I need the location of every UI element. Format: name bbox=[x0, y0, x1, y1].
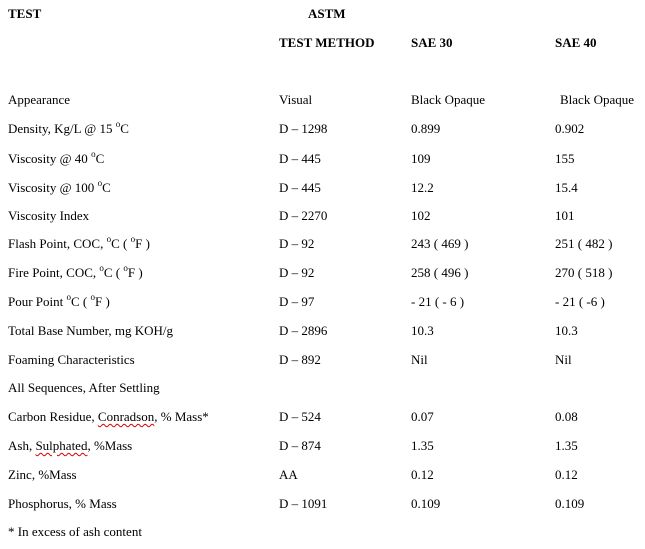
row-method: D – 92 bbox=[279, 236, 315, 251]
row-sae30: 12.2 bbox=[411, 180, 434, 195]
row-sae40: 270 ( 518 ) bbox=[555, 265, 613, 280]
row-sae40: 0.109 bbox=[555, 496, 585, 511]
row-label: All Sequences, After Settling bbox=[8, 380, 160, 395]
row-sae30: 102 bbox=[411, 208, 431, 223]
row-label: Zinc, %Mass bbox=[8, 467, 77, 482]
row-label: Carbon Residue, Conradson, % Mass* bbox=[8, 409, 209, 424]
row-sae30: Black Opaque bbox=[411, 92, 486, 107]
row-label: Viscosity Index bbox=[8, 208, 90, 223]
row-label: Density, Kg/L @ 15 $^o$C bbox=[8, 118, 129, 136]
row-method: D – 2896 bbox=[279, 323, 328, 338]
row-label: Foaming Characteristics bbox=[8, 352, 135, 367]
header-sae40: SAE 40 bbox=[555, 35, 597, 50]
row-sae30: - 21 ( - 6 ) bbox=[411, 294, 465, 309]
row-method: D – 445 bbox=[279, 151, 321, 166]
row-sae40: 155 bbox=[555, 151, 575, 166]
row-method: D – 874 bbox=[279, 438, 321, 453]
row-sae30: 0.12 bbox=[411, 467, 434, 482]
row-sae30: 0.109 bbox=[411, 496, 441, 511]
row-sae40: 10.3 bbox=[555, 323, 578, 338]
header-astm: ASTM bbox=[308, 6, 346, 21]
row-method: D – 97 bbox=[279, 294, 315, 309]
row-sae40: 15.4 bbox=[555, 180, 578, 195]
row-label: Phosphorus, % Mass bbox=[8, 496, 117, 511]
row-sae30: 0.899 bbox=[411, 121, 441, 136]
row-label: Viscosity @ 40 $^o$C bbox=[8, 148, 105, 166]
row-sae30: 109 bbox=[411, 151, 431, 166]
row-method: D – 892 bbox=[279, 352, 321, 367]
row-label: Pour Point $^o$C ( $^o$F ) bbox=[8, 291, 110, 309]
row-sae30: 10.3 bbox=[411, 323, 434, 338]
row-sae40: 0.902 bbox=[555, 121, 585, 136]
row-method: D – 92 bbox=[279, 265, 315, 280]
row-method: D – 1298 bbox=[279, 121, 328, 136]
row-label: Total Base Number, mg KOH/g bbox=[8, 323, 174, 338]
row-sae40: 0.12 bbox=[555, 467, 578, 482]
row-method: D – 445 bbox=[279, 180, 321, 195]
row-sae30: 0.07 bbox=[411, 409, 434, 424]
row-sae40: 1.35 bbox=[555, 438, 578, 453]
row-sae30: Nil bbox=[411, 352, 428, 367]
header-test: TEST bbox=[8, 6, 42, 21]
row-label: Appearance bbox=[8, 92, 71, 107]
row-label: Fire Point, COC, $^o$C ( $^o$F ) bbox=[8, 262, 143, 280]
row-method: Visual bbox=[279, 92, 313, 107]
row-sae40: 101 bbox=[555, 208, 575, 223]
row-method: AA bbox=[279, 467, 298, 482]
row-sae30: 258 ( 496 ) bbox=[411, 265, 469, 280]
row-label: Viscosity @ 100 $^o$C bbox=[8, 177, 111, 195]
row-sae40: 251 ( 482 ) bbox=[555, 236, 613, 251]
row-sae40: - 21 ( -6 ) bbox=[555, 294, 605, 309]
row-sae40: 0.08 bbox=[555, 409, 578, 424]
row-label: Flash Point, COC, $^o$C ( $^o$F ) bbox=[8, 233, 150, 251]
header-test-method: TEST METHOD bbox=[279, 35, 375, 50]
row-sae30: 1.35 bbox=[411, 438, 434, 453]
row-method: D – 2270 bbox=[279, 208, 328, 223]
row-method: D – 1091 bbox=[279, 496, 328, 511]
row-sae40: Nil bbox=[555, 352, 572, 367]
header-sae30: SAE 30 bbox=[411, 35, 453, 50]
row-sae30: 243 ( 469 ) bbox=[411, 236, 469, 251]
row-method: D – 524 bbox=[279, 409, 321, 424]
row-sae40: Black Opaque bbox=[560, 92, 635, 107]
footnote: * In excess of ash content bbox=[8, 524, 142, 539]
row-label: Ash, Sulphated, %Mass bbox=[8, 438, 133, 453]
